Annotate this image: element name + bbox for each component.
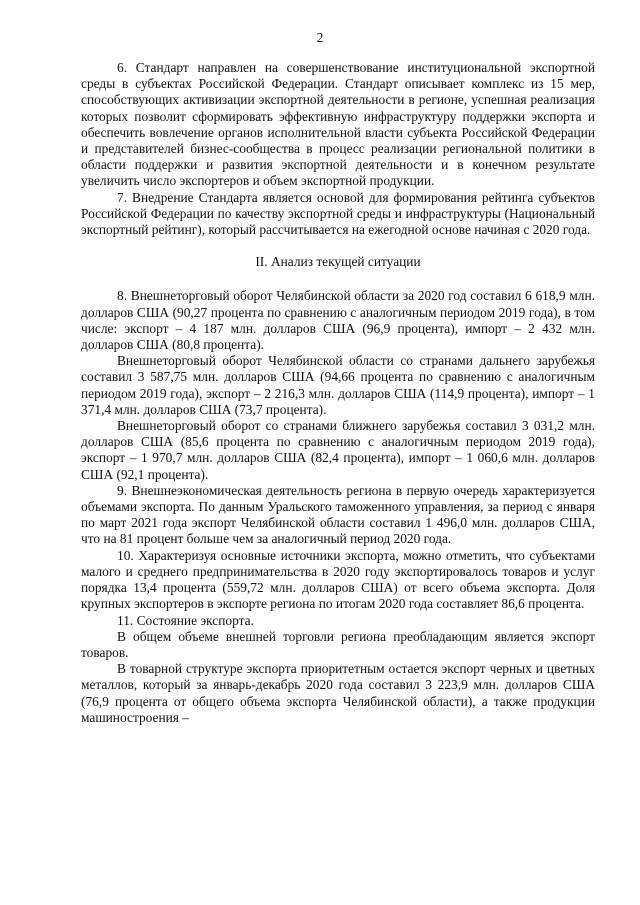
paragraph-6: 6. Стандарт направлен на совершенствование институциональной экспортной среды в субъектах Российской Федерации. Стандарт описывает комплекс из 15 мер, способствующих активизации экспортной деятельности в регионе, успешная реализация которых позволит сформировать эффективную инфраструктуру поддержки экспорта и обеспечить вовлечение органов исполнительной власти субъекта Российской Федерации и представителей бизнес-сообщества в процесс реализации региональной политики в области поддержки и развития экспортной деятельности и в конечном результате увеличить число экспортеров и объем экспортной продукции. — [81, 60, 595, 189]
paragraph-9: 9. Внешнеэкономическая деятельность региона в первую очередь характеризуется объемами экспорта. По данным Уральского таможенного управления, за период с января по март 2021 года экспорт Челябинской области составил 1 496,0 млн. долларов США, что на 81 процент больше чем за аналогичный период 2020 года. — [81, 482, 595, 547]
paragraph-near-abroad-turnover: Внешнеторговый оборот со странами ближнего зарубежья составил 3 031,2 млн. долларов США (85,6 процента по сравнению с аналогичным периодом 2019 года), экспорт – 1 970,7 млн. долларов США (82,4 процента), импорт – 1 060,6 млн. долларов США (92,1 процента). — [81, 418, 595, 482]
paragraph-11: 11. Состояние экспорта. — [117, 612, 254, 628]
section-heading: II. Анализ текущей ситуации — [255, 254, 421, 270]
paragraph-far-abroad-turnover: Внешнеторговый оборот Челябинской области со странами дальнего зарубежья составил 3 587,75 млн. долларов США (94,66 процента по сравнению с аналогичным периодом 2019 года), экспорт – 2 216,3 млн. долларов США (114,9 процента), импорт – 1 371,4 млн. долларов США (73,7 процента). — [81, 353, 595, 417]
paragraph-10: 10. Характеризуя основные источники экспорта, можно отметить, что субъектами малого и среднего предпринимательства в 2020 году экспортировалось товаров и услуг порядка 13,4 процента (559,72 млн. долларов США) от всего объема экспорта. Доля крупных экспортеров в экспорте региона по итогам 2020 года составляет 86,6 процента. — [81, 547, 595, 612]
paragraph-7: 7. Внедрение Стандарта является основой для формирования рейтинга субъектов Российской Федерации по качеству экспортной среды и инфраструктуры (Национальный экспортный рейтинг), который рассчитывается на ежегодной основе начиная с 2020 года. — [81, 189, 595, 238]
paragraph-export-goods: В общем объеме внешней торговли региона преобладающим является экспорт товаров. — [81, 628, 595, 660]
page-number: 2 — [316, 30, 324, 45]
paragraph-export-structure: В товарной структуре экспорта приоритетным остается экспорт черных и цветных металлов, который за январь-декабрь 2020 года составил 3 223,9 млн. долларов США (76,9 процента от общего объема экспорта Челябинской области), а также продукции машиностроения – — [81, 661, 595, 725]
document-body — [81, 60, 595, 726]
paragraph-8: 8. Внешнеторговый оборот Челябинской области за 2020 год составил 6 618,9 млн. долларов США (90,27 процента по сравнению с аналогичным периодом 2019 года), в том числе: экспорт – 4 187 млн. долларов США (96,9 процента), импорт – 2 432 млн. долларов США (80,8 процента). — [81, 288, 595, 353]
